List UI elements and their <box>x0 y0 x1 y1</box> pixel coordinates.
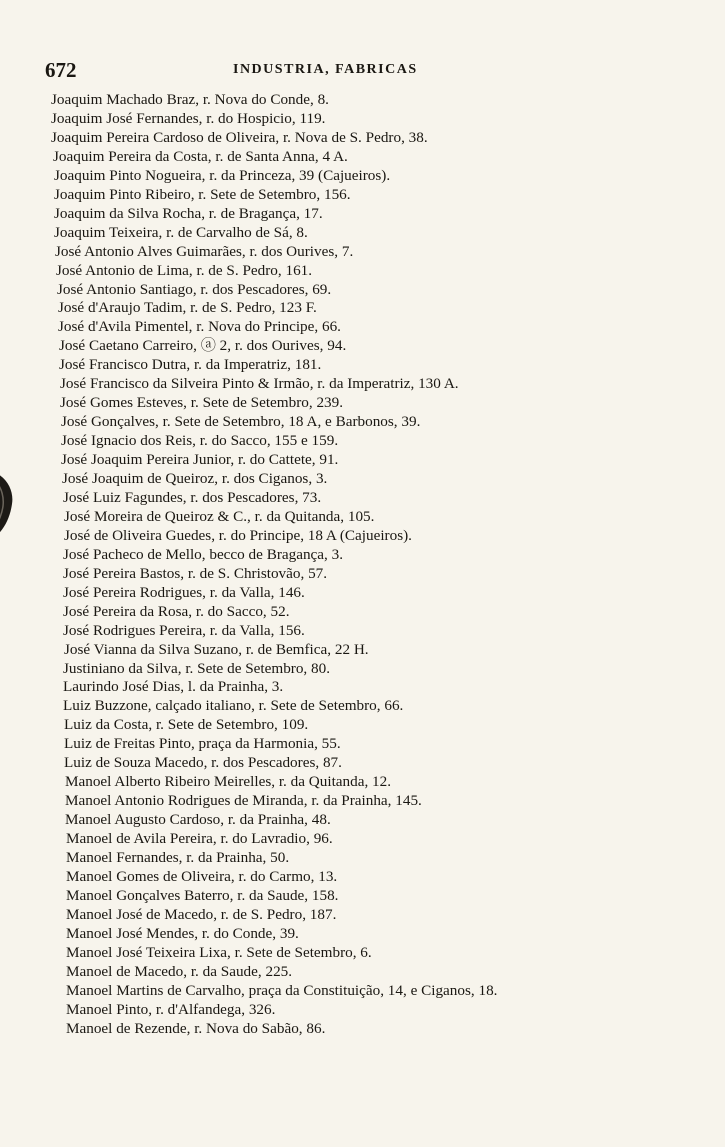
directory-entry: José Antonio de Lima, r. de S. Pedro, 161. <box>56 261 313 279</box>
directory-entry: Manoel de Macedo, r. da Saude, 225. <box>66 962 293 980</box>
directory-entry: Luiz de Freitas Pinto, praça da Harmonia, 55. <box>64 735 341 753</box>
directory-entry: José d'Avila Pimentel, r. Nova do Principe, 66. <box>58 318 341 336</box>
directory-entry: Manoel Augusto Cardoso, r. da Prainha, 48. <box>65 811 331 829</box>
running-head: INDUSTRIA, FABRICAS <box>233 62 418 77</box>
directory-entry: Joaquim Pereira Cardoso de Oliveira, r. Nova de S. Pedro, 38. <box>51 128 428 146</box>
directory-entry: Manoel Alberto Ribeiro Meirelles, r. da Quitanda, 12. <box>65 773 392 791</box>
directory-entry: Manoel Gomes de Oliveira, r. do Carmo, 13. <box>66 867 338 885</box>
directory-entry: José Luiz Fagundes, r. dos Pescadores, 73. <box>63 488 322 506</box>
directory-entry: José Joaquim de Queiroz, r. dos Ciganos, 3. <box>62 470 328 487</box>
page-edge-stain <box>0 468 20 540</box>
directory-entry: José Francisco da Silveira Pinto & Irmão, r. da Imperatriz, 130 A. <box>60 375 459 393</box>
directory-entry: José Caetano Carreiro, ⓐ 2, r. dos Ourives, 94. <box>59 337 347 355</box>
directory-entry: Manoel Antonio Rodrigues de Miranda, r. da Prainha, 145. <box>65 792 422 810</box>
directory-entry: José Ignacio dos Reis, r. do Sacco, 155 e 159. <box>61 432 339 450</box>
directory-entry: José Pereira Bastos, r. de S. Christovão, 57. <box>63 564 328 582</box>
directory-entry: Joaquim Pinto Nogueira, r. da Princeza, 39 (Cajueiros). <box>54 166 391 184</box>
directory-entry: José Pereira da Rosa, r. do Sacco, 52. <box>63 602 290 620</box>
directory-entry: José Gomes Esteves, r. Sete de Setembro, 239. <box>60 394 344 412</box>
directory-entry: José Vianna da Silva Suzano, r. de Bemfica, 22 H. <box>64 640 369 658</box>
directory-entry: José Pacheco de Mello, becco de Bragança, 3. <box>63 545 344 563</box>
directory-entry: Joaquim da Silva Rocha, r. de Bragança, 17. <box>54 204 323 222</box>
directory-entry: Manoel de Rezende, r. Nova do Sabão, 86. <box>66 1019 326 1037</box>
directory-entry: Joaquim Teixeira, r. de Carvalho de Sá, 8. <box>54 223 308 241</box>
directory-entry: Manoel José Teixeira Lixa, r. Sete de Setembro, 6. <box>66 943 372 961</box>
directory-entry: Luiz Buzzone, calçado italiano, r. Sete de Setembro, 66. <box>63 697 404 715</box>
directory-entry: José Rodrigues Pereira, r. da Valla, 156. <box>63 621 305 639</box>
directory-entry: Manoel José Mendes, r. do Conde, 39. <box>66 924 299 942</box>
directory-entry: Luiz de Souza Macedo, r. dos Pescadores, 87. <box>64 754 342 772</box>
directory-entry: José Joaquim Pereira Junior, r. do Cattete, 91. <box>61 451 339 469</box>
directory-entry: José Pereira Rodrigues, r. da Valla, 146. <box>63 583 305 601</box>
directory-entry: Joaquim Pereira da Costa, r. de Santa Anna, 4 A. <box>53 147 348 165</box>
page-header <box>45 58 485 82</box>
directory-entry: José Gonçalves, r. Sete de Setembro, 18 A, e Barbonos, 39. <box>61 413 421 431</box>
directory-entry: José Antonio Alves Guimarães, r. dos Ourives, 7. <box>55 242 354 260</box>
directory-entry: Laurindo José Dias, l. da Prainha, 3. <box>63 678 284 696</box>
directory-entry: Manoel Martins de Carvalho, praça da Constituição, 14, e Ciganos, 18. <box>66 981 498 999</box>
directory-entry: Manoel Pinto, r. d'Alfandega, 326. <box>66 1000 276 1018</box>
directory-entry: José de Oliveira Guedes, r. do Principe, 18 A (Cajueiros). <box>64 526 412 544</box>
directory-entry: Joaquim Pinto Ribeiro, r. Sete de Setembro, 156. <box>54 185 351 203</box>
directory-entry: Manoel de Avila Pereira, r. do Lavradio, 96. <box>66 830 333 848</box>
directory-entry: Joaquim José Fernandes, r. do Hospicio, 119. <box>51 109 326 127</box>
directory-entry: Manoel José de Macedo, r. de S. Pedro, 187. <box>66 905 337 923</box>
directory-entry: José d'Araujo Tadim, r. de S. Pedro, 123 F. <box>58 299 317 317</box>
directory-entry: Manoel Fernandes, r. da Prainha, 50. <box>66 849 290 866</box>
binding-mark-graphic <box>0 468 20 540</box>
directory-entry: Luiz da Costa, r. Sete de Setembro, 109. <box>64 716 309 734</box>
directory-entry: Manoel Gonçalves Baterro, r. da Saude, 158. <box>66 886 339 904</box>
directory-entry: Joaquim Machado Braz, r. Nova do Conde, 8. <box>51 91 329 108</box>
directory-entry: Justiniano da Silva, r. Sete de Setembro, 80. <box>63 659 331 677</box>
page-number: 672 <box>45 58 77 82</box>
directory-entry: José Moreira de Queiroz & C., r. da Quitanda, 105. <box>64 507 375 525</box>
directory-entry: José Francisco Dutra, r. da Imperatriz, 181. <box>59 356 322 374</box>
directory-entry: José Antonio Santiago, r. dos Pescadores, 69. <box>57 280 332 298</box>
